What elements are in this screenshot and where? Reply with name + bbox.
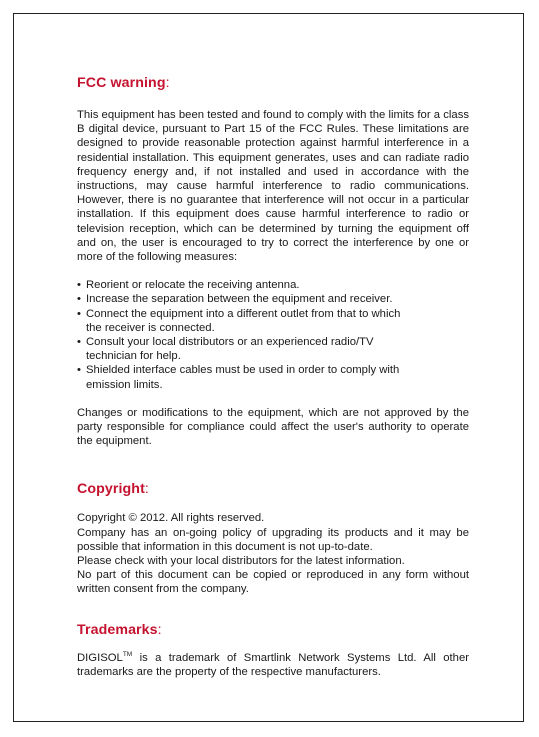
trademarks-text: is a trademark of Smartlink Network Systems Ltd. All other trademarks are the property of the respective manufacturers. xyxy=(77,651,469,678)
list-item-continuation: emission limits. xyxy=(86,378,163,391)
list-item xyxy=(77,335,469,363)
bullet-icon: • xyxy=(77,279,81,292)
copyright-title: Copyright xyxy=(77,481,145,498)
fcc-closing-paragraph: Changes or modifications to the equipment, which are not approved by the party responsible for compliance could affect the user's authority to operate the equipment. xyxy=(77,406,469,448)
list-item-text: Consult your local distributors or an experienced radio/TV xyxy=(86,336,374,349)
list-item xyxy=(77,278,469,292)
list-item-continuation: technician for help. xyxy=(86,350,181,363)
copyright-line: Copyright © 2012. All rights reserved. xyxy=(77,512,265,525)
fcc-intro-paragraph: This equipment has been tested and found to comply with the limits for a class B digital device, pursuant to Part 15 of the FCC Rules. These limitations are designed to provide reasonable protection against harmful interference in a residential installation. This equipment generates, uses and can radiate radio frequency energy and, if not installed and used in accordance with the instructions, may cause harmful interference to radio communications. However, there is no guarantee that interference will not occur in a particular installation. If this equipment does cause harmful interference to radio or television reception, which can be determined by turning the equipment off and on, the user is encouraged to try to correct the interference by one or more of the following measures: xyxy=(77,109,469,264)
trademarks-heading xyxy=(77,621,469,639)
list-item-text: Increase the separation between the equipment and receiver. xyxy=(86,293,393,306)
document-content xyxy=(77,74,469,679)
copyright-heading xyxy=(77,480,469,498)
bullet-icon: • xyxy=(77,293,81,306)
copyright-colon: : xyxy=(144,481,149,498)
fcc-measures-list xyxy=(77,278,469,392)
copyright-line: Please check with your local distributors for the latest information. xyxy=(77,555,405,568)
copyright-line: Company has an on-going policy of upgrading its products and it may be possible that information in this document is not up-to-date. xyxy=(77,526,469,553)
copyright-body xyxy=(77,511,469,596)
list-item xyxy=(77,292,469,306)
trademark-symbol: TM xyxy=(122,650,133,658)
list-item-continuation: the receiver is connected. xyxy=(86,321,215,334)
brand-name: DIGISOL xyxy=(77,651,123,664)
trademarks-colon: : xyxy=(157,621,162,638)
bullet-icon: • xyxy=(77,307,81,320)
list-item-text: Connect the equipment into a different outlet from that to which xyxy=(86,307,401,320)
list-item-text: Reorient or relocate the receiving antenna. xyxy=(86,279,300,292)
trademarks-title: Trademarks xyxy=(77,621,158,638)
fcc-warning-title: FCC warning xyxy=(77,75,166,91)
list-item xyxy=(77,307,469,335)
trademarks-paragraph xyxy=(77,651,469,679)
bullet-icon: • xyxy=(77,336,81,349)
list-item xyxy=(77,363,469,391)
list-item-text: Shielded interface cables must be used in order to comply with xyxy=(86,364,400,377)
fcc-warning-heading xyxy=(77,74,469,92)
fcc-warning-colon: : xyxy=(165,75,170,91)
bullet-icon: • xyxy=(77,364,81,377)
copyright-line: No part of this document can be copied or reproduced in any form without written consent from the company. xyxy=(77,569,469,596)
